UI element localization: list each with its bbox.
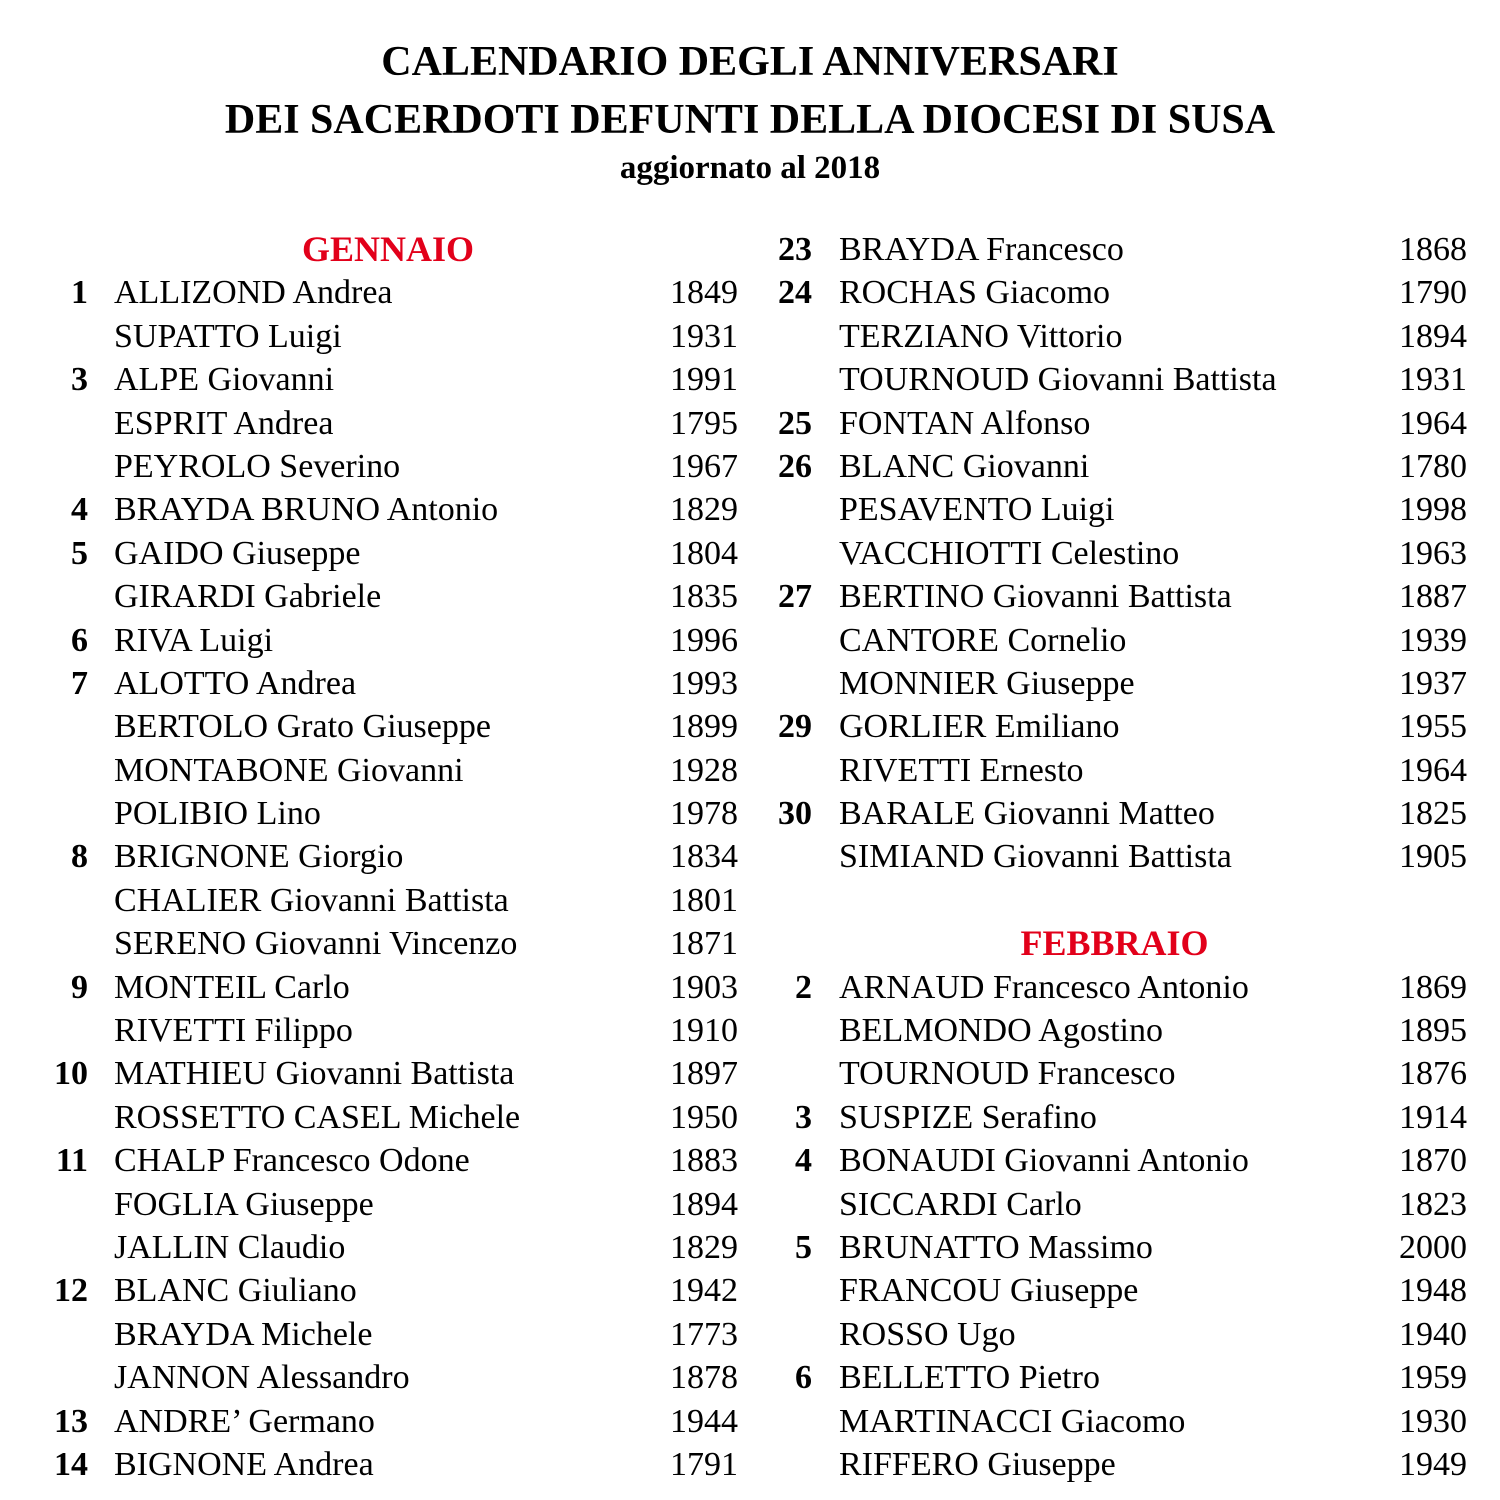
- entry-year: 1895: [1399, 1012, 1467, 1050]
- entry-row: [38, 1269, 738, 1312]
- entry-year: 1998: [1399, 491, 1467, 529]
- entry-row: [38, 315, 738, 358]
- entry-row: [38, 575, 738, 618]
- entry-name: BRAYDA Michele: [114, 1315, 373, 1353]
- entry-year: 1887: [1399, 578, 1467, 616]
- entry-row: [762, 488, 1467, 531]
- entry-name: MONNIER Giuseppe: [839, 664, 1135, 702]
- entry-day: 29: [778, 708, 812, 746]
- entry-row: [38, 1139, 738, 1182]
- entry-year: 1804: [670, 534, 738, 572]
- entry-row: [762, 445, 1467, 488]
- entry-row: [762, 315, 1467, 358]
- entry-day: 12: [54, 1272, 88, 1310]
- entry-day: 26: [778, 447, 812, 485]
- entry-row: [38, 1009, 738, 1052]
- entry-year: 1978: [670, 795, 738, 833]
- entry-year: 1876: [1399, 1055, 1467, 1093]
- entry-row: [38, 879, 738, 922]
- entry-name: BRUNATTO Massimo: [839, 1228, 1153, 1266]
- entry-name: MONTEIL Carlo: [114, 968, 350, 1006]
- entry-year: 1955: [1399, 708, 1467, 746]
- entry-row: [762, 749, 1467, 792]
- entry-year: 1993: [670, 664, 738, 702]
- entry-name: ROSSO Ugo: [839, 1315, 1016, 1353]
- entry-day: 23: [778, 231, 812, 268]
- entry-year: 1964: [1399, 751, 1467, 789]
- entry-year: 1897: [670, 1055, 738, 1093]
- entry-row: [38, 705, 738, 748]
- entry-row: [762, 619, 1467, 662]
- entry-day: 6: [71, 621, 88, 659]
- entry-row: [762, 1313, 1467, 1356]
- entry-year: 1928: [670, 751, 738, 789]
- entry-year: 1899: [670, 708, 738, 746]
- entry-row: [38, 792, 738, 835]
- entry-day: 5: [795, 1228, 812, 1266]
- entry-name: SICCARDI Carlo: [839, 1185, 1082, 1223]
- entry-year: 1801: [670, 881, 738, 919]
- entry-day: 27: [778, 578, 812, 616]
- entry-day: 9: [71, 968, 88, 1006]
- entry-name: FOGLIA Giuseppe: [114, 1185, 374, 1223]
- entry-row: [38, 966, 738, 1009]
- entry-year: 1939: [1399, 621, 1467, 659]
- entry-row: [38, 1313, 738, 1356]
- entry-row: [38, 358, 738, 401]
- entry-year: 1829: [670, 1228, 738, 1266]
- entry-name: ALLIZOND Andrea: [114, 274, 393, 312]
- entry-row: [38, 835, 738, 878]
- entry-year: 1790: [1399, 274, 1467, 312]
- entry-name: GAIDO Giuseppe: [114, 534, 361, 572]
- entry-year: 1834: [670, 838, 738, 876]
- month-heading-febbraio: FEBBRAIO: [1020, 923, 1209, 964]
- left-column: [38, 228, 738, 1486]
- entry-row: [762, 228, 1467, 271]
- entry-year: 1903: [670, 968, 738, 1006]
- entry-name: TOURNOUD Giovanni Battista: [839, 361, 1277, 399]
- entry-name: TERZIANO Vittorio: [839, 317, 1123, 355]
- entry-year: 1930: [1399, 1402, 1467, 1440]
- entry-name: SERENO Giovanni Vincenzo: [114, 925, 518, 963]
- entry-name: POLIBIO Lino: [114, 795, 321, 833]
- entry-row: [762, 966, 1467, 1009]
- entry-year: 1829: [670, 491, 738, 529]
- entry-row: [762, 1356, 1467, 1399]
- entry-day: 3: [795, 1098, 812, 1136]
- entry-year: 1795: [670, 404, 738, 442]
- entry-name: JALLIN Claudio: [114, 1228, 346, 1266]
- section-spacer: [762, 879, 1467, 922]
- entry-name: RIVA Luigi: [114, 621, 274, 659]
- entry-name: ROCHAS Giacomo: [839, 274, 1111, 312]
- entry-name: MATHIEU Giovanni Battista: [114, 1055, 515, 1093]
- entry-year: 1894: [670, 1185, 738, 1223]
- entry-year: 1937: [1399, 664, 1467, 702]
- entry-year: 1791: [670, 1445, 738, 1483]
- entry-day: 14: [54, 1445, 88, 1483]
- entry-day: 3: [71, 361, 88, 399]
- entry-row: [762, 1400, 1467, 1443]
- entry-row: [762, 402, 1467, 445]
- entry-name: GORLIER Emiliano: [839, 708, 1120, 746]
- entry-row: [762, 1269, 1467, 1312]
- entry-row: [38, 1400, 738, 1443]
- entry-name: ROSSETTO CASEL Michele: [114, 1098, 521, 1136]
- entry-name: SIMIAND Giovanni Battista: [839, 838, 1232, 876]
- entry-year: 1849: [670, 274, 738, 312]
- entry-name: SUPATTO Luigi: [114, 317, 342, 355]
- entry-row: [38, 1096, 738, 1139]
- entry-year: 1835: [670, 578, 738, 616]
- entry-year: 1964: [1399, 404, 1467, 442]
- entry-name: BIGNONE Andrea: [114, 1445, 374, 1483]
- entry-year: 1780: [1399, 447, 1467, 485]
- entry-name: BRAYDA Francesco: [839, 231, 1124, 268]
- entry-year: 1944: [670, 1402, 738, 1440]
- entry-name: ESPRIT Andrea: [114, 404, 334, 442]
- gennaio-list: [38, 271, 738, 1486]
- entry-name: TOURNOUD Francesco: [839, 1055, 1176, 1093]
- entry-year: 1959: [1399, 1359, 1467, 1397]
- entry-row: [762, 358, 1467, 401]
- entry-year: 1950: [670, 1098, 738, 1136]
- entry-day: 8: [71, 838, 88, 876]
- entry-name: BLANC Giovanni: [839, 447, 1090, 485]
- entry-name: FONTAN Alfonso: [839, 404, 1091, 442]
- entry-row: [762, 705, 1467, 748]
- entry-row: [762, 1226, 1467, 1269]
- entry-name: BRAYDA BRUNO Antonio: [114, 491, 499, 529]
- entry-year: 1931: [1399, 361, 1467, 399]
- entry-row: [762, 835, 1467, 878]
- entry-year: 1963: [1399, 534, 1467, 572]
- entry-day: 13: [54, 1402, 88, 1440]
- entry-name: SUSPIZE Serafino: [839, 1098, 1097, 1136]
- entry-name: FRANCOU Giuseppe: [839, 1272, 1139, 1310]
- entry-row: [762, 1052, 1467, 1095]
- entry-year: 1869: [1399, 968, 1467, 1006]
- entry-row: [762, 271, 1467, 314]
- entry-name: GIRARDI Gabriele: [114, 578, 382, 616]
- entry-name: BERTINO Giovanni Battista: [839, 578, 1232, 616]
- entry-year: 2000: [1399, 1228, 1467, 1266]
- entry-name: BELLETTO Pietro: [839, 1359, 1100, 1397]
- entry-year: 1868: [1399, 231, 1467, 268]
- entry-row: [38, 1052, 738, 1095]
- entry-year: 1910: [670, 1012, 738, 1050]
- month-heading-gennaio: GENNAIO: [301, 229, 475, 269]
- entry-name: CHALIER Giovanni Battista: [114, 881, 509, 919]
- entry-year: 1878: [670, 1359, 738, 1397]
- entry-name: BRIGNONE Giorgio: [114, 838, 404, 876]
- entry-row: [38, 1226, 738, 1269]
- gennaio-continued-list: [762, 228, 1467, 879]
- entry-day: 24: [778, 274, 812, 312]
- entry-row: [38, 488, 738, 531]
- entry-year: 1883: [670, 1142, 738, 1180]
- entry-row: [762, 575, 1467, 618]
- entry-year: 1940: [1399, 1315, 1467, 1353]
- entry-row: [762, 532, 1467, 575]
- entry-name: ALPE Giovanni: [114, 361, 335, 399]
- entry-year: 1942: [670, 1272, 738, 1310]
- entry-day: 1: [71, 274, 88, 312]
- entry-year: 1870: [1399, 1142, 1467, 1180]
- entry-name: ANDRE’ Germano: [114, 1402, 375, 1440]
- entry-name: CHALP Francesco Odone: [114, 1142, 470, 1180]
- entry-row: [38, 749, 738, 792]
- entry-year: 1991: [670, 361, 738, 399]
- entry-year: 1949: [1399, 1445, 1467, 1483]
- entry-year: 1948: [1399, 1272, 1467, 1310]
- entry-name: VACCHIOTTI Celestino: [839, 534, 1180, 572]
- entry-row: [38, 271, 738, 314]
- document-subtitle: aggiornato al 2018: [619, 150, 881, 186]
- entry-name: BONAUDI Giovanni Antonio: [839, 1142, 1249, 1180]
- entry-name: BLANC Giuliano: [114, 1272, 357, 1310]
- entry-row: [38, 532, 738, 575]
- entry-name: ALOTTO Andrea: [114, 664, 357, 702]
- entry-name: ARNAUD Francesco Antonio: [839, 968, 1249, 1006]
- entry-year: 1996: [670, 621, 738, 659]
- entry-row: [762, 1139, 1467, 1182]
- entry-row: [38, 402, 738, 445]
- entry-name: MONTABONE Giovanni: [114, 751, 464, 789]
- right-column: [762, 228, 1467, 1486]
- entry-row: [38, 445, 738, 488]
- entry-row: [762, 1443, 1467, 1486]
- entry-name: RIVETTI Filippo: [114, 1012, 353, 1050]
- entry-day: 4: [795, 1142, 812, 1180]
- entry-day: 5: [71, 534, 88, 572]
- entry-row: [762, 1183, 1467, 1226]
- entry-row: [38, 662, 738, 705]
- entry-name: BERTOLO Grato Giuseppe: [114, 708, 491, 746]
- entry-row: [762, 792, 1467, 835]
- entry-row: [38, 619, 738, 662]
- entry-name: BARALE Giovanni Matteo: [839, 795, 1215, 833]
- entry-name: JANNON Alessandro: [114, 1359, 410, 1397]
- entry-name: MARTINACCI Giacomo: [839, 1402, 1186, 1440]
- entry-name: RIFFERO Giuseppe: [839, 1445, 1116, 1483]
- entry-year: 1894: [1399, 317, 1467, 355]
- entry-row: [38, 922, 738, 965]
- entry-year: 1931: [670, 317, 738, 355]
- entry-name: CANTORE Cornelio: [839, 621, 1127, 659]
- entry-row: [38, 1443, 738, 1486]
- entry-day: 6: [795, 1359, 812, 1397]
- entry-year: 1905: [1399, 838, 1467, 876]
- entry-year: 1823: [1399, 1185, 1467, 1223]
- entry-year: 1914: [1399, 1098, 1467, 1136]
- entry-day: 25: [778, 404, 812, 442]
- entry-name: PESAVENTO Luigi: [839, 491, 1115, 529]
- entry-row: [38, 1356, 738, 1399]
- entry-name: RIVETTI Ernesto: [839, 751, 1084, 789]
- entry-name: BELMONDO Agostino: [839, 1012, 1163, 1050]
- document-title-line2: DEI SACERDOTI DEFUNTI DELLA DIOCESI DI SUSA: [224, 97, 1276, 143]
- entry-row: [38, 1183, 738, 1226]
- entry-day: 4: [71, 491, 88, 529]
- entry-day: 2: [795, 968, 812, 1006]
- febbraio-list: [762, 966, 1467, 1487]
- document-title-line1: CALENDARIO DEGLI ANNIVERSARI: [381, 39, 1119, 85]
- entry-day: 11: [55, 1142, 88, 1180]
- entry-year: 1773: [670, 1315, 738, 1353]
- entry-name: PEYROLO Severino: [114, 447, 401, 485]
- entry-day: 30: [778, 795, 812, 833]
- entry-day: 10: [54, 1055, 88, 1093]
- entry-row: [762, 1096, 1467, 1139]
- entry-year: 1825: [1399, 795, 1467, 833]
- entry-year: 1871: [670, 925, 738, 963]
- entry-row: [762, 662, 1467, 705]
- entry-year: 1967: [670, 447, 738, 485]
- entry-day: 7: [71, 664, 88, 702]
- entry-row: [762, 1009, 1467, 1052]
